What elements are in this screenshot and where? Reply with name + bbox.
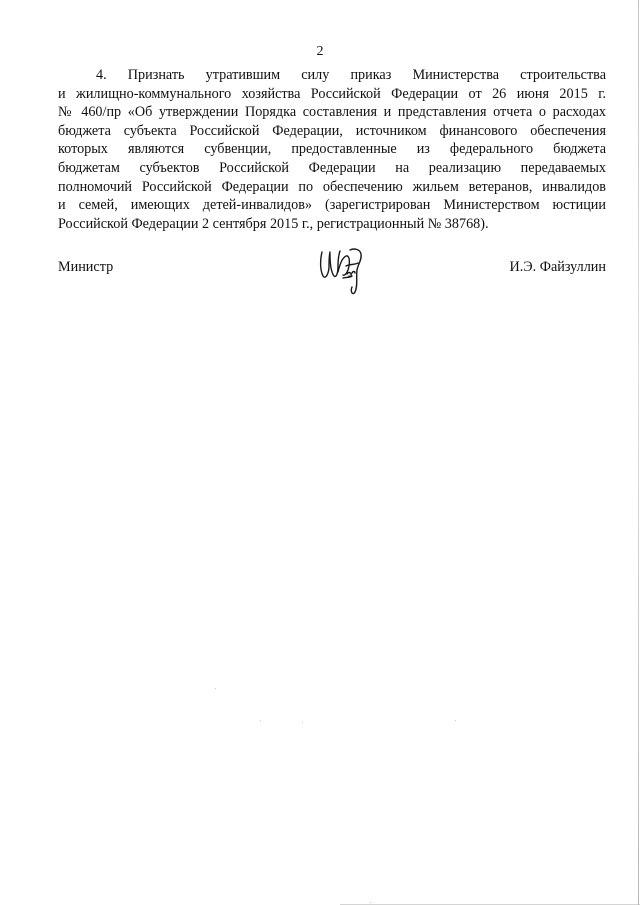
paragraph-line: 4. Признать утратившим силу приказ Министерства строительства: [96, 67, 606, 83]
paragraph-line: и жилищно-коммунального хозяйства Российской Федерации от 26 июня 2015 г.: [58, 85, 606, 102]
scan-speck: [370, 902, 371, 903]
scan-border: [638, 0, 639, 905]
scan-speck: [215, 688, 216, 689]
paragraph-line: Российской Федерации 2 сентября 2015 г., регистрационный № 38768).: [58, 215, 489, 232]
signatory-name: И.Э. Файзуллин: [509, 259, 606, 275]
scan-speck: [302, 722, 303, 723]
paragraph-line: и семей, имеющих детей-инвалидов» (зарегистрирован Министерством юстиции: [58, 197, 606, 214]
signatory-title: Министр: [58, 259, 114, 275]
paragraph-line: бюджетам субъектов Российской Федерации на реализацию передаваемых: [58, 159, 606, 176]
page-number: 2: [316, 44, 324, 59]
signature-block: [58, 242, 606, 302]
scan-speck: [260, 720, 261, 721]
paragraph-line: полномочий Российской Федерации по обеспечению жильем ветеранов, инвалидов: [58, 178, 606, 195]
scan-speck: [455, 720, 456, 721]
paragraph-line: бюджета субъекта Российской Федерации, источником финансового обеспечения: [58, 122, 606, 139]
paragraph-line: № 460/пр «Об утверждении Порядка составления и представления отчета о расходах: [58, 104, 606, 121]
paragraph-line: которых являются субвенции, предоставленные из федерального бюджета: [58, 141, 606, 158]
handwritten-signature-icon: [316, 242, 372, 296]
body-paragraph: [58, 66, 606, 233]
